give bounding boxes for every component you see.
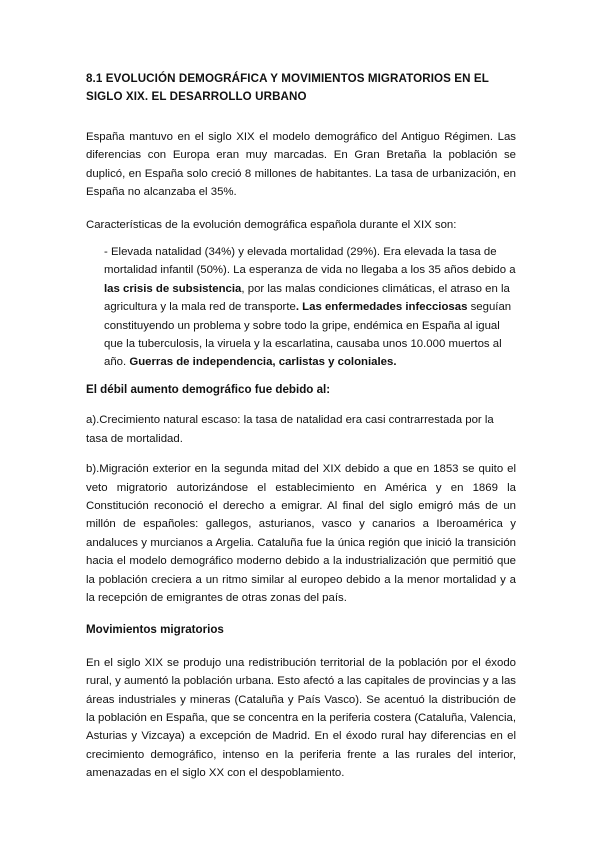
list-bold-crisis: las crisis de subsistencia <box>104 282 242 295</box>
characteristics-intro: Características de la evolución demográfica española durante el XIX son: <box>86 218 457 231</box>
list-text-part2: , por las malas condiciones climáticas, el atraso en la agricultura y la mala red de transporte <box>104 282 510 314</box>
list-bold-guerras: Guerras de independencia, carlistas y coloniales. <box>129 356 397 369</box>
list-bold-enfermedades: . Las enfermedades infecciosas <box>295 301 468 314</box>
paragraph-b: b).Migración exterior en la segunda mitad del XIX debido a que en 1853 se quito el veto migratorio autorizándose el establecimiento en América y en 1869 la Constitución reconoció el derecho a emigrar. Al final del siglo emigró más de un millón de españoles: gallegos, asturianos, vasco y canarios a Iberoamérica y andaluces y murcianos a Argelia. Cataluña fue la única región que inició la transición hacia el modelo demográfico moderno debido a la industrialización que permitió que la población creciera a un ritmo similar al europeo debido a la menor mortalidad y a la recepción de emigrantes de otras zonas del país. <box>86 463 516 604</box>
list-text-part3: seguían constituyendo un problema y sobre todo la gripe, endémica en España al igual que la tuberculosis, la viruela y la escarlatina, causaba unos 10.000 muertos al año. <box>104 301 512 369</box>
list-text-part1: - Elevada natalidad (34%) y elevada mortalidad (29%). Era elevada la tasa de mortalidad infantil (50%). La esperanza de vida no llegaba a los 35 años debido a <box>104 246 516 277</box>
intro-paragraph: España mantuvo en el siglo XIX el modelo demográfico del Antiguo Régimen. Las diferencias con Europa eran muy marcadas. En Gran Bretaña la población se duplicó, en España solo creció 8 millones de habitantes. La tasa de urbanización, en España no alcanzaba el 35%. <box>86 131 516 199</box>
paragraph-movimientos: En el siglo XIX se produjo una redistribución territorial de la población por el éxodo rural, y aumentó la población urbana. Esto afectó a las capitales de provincias y a las áreas industriales y mineras (Cataluña y País Vasco). Se acentuó la distribución de la población en España, que se concentra en la periferia costera (Cataluña, Valencia, Asturias y Vizcaya) a excepción de Madrid. En el éxodo rural hay diferencias en el crecimiento demográfico, intenso en la periferia frente a las rurales del interior, amenazadas en el siglo XX con el despoblamiento. <box>86 656 516 780</box>
characteristics-list-item <box>86 243 516 372</box>
document-body <box>86 70 516 783</box>
heading-movimientos: Movimientos migratorios <box>86 623 224 637</box>
heading-debil-aumento: El débil aumento demográfico fue debido al: <box>86 382 331 396</box>
document-title: 8.1 EVOLUCIÓN DEMOGRÁFICA Y MOVIMIENTOS MIGRATORIOS EN EL SIGLO XIX. EL DESARROLLO URBANO <box>86 72 489 103</box>
paragraph-a: a).Crecimiento natural escaso: la tasa de natalidad era casi contrarrestada por la tasa de mortalidad. <box>86 414 494 445</box>
